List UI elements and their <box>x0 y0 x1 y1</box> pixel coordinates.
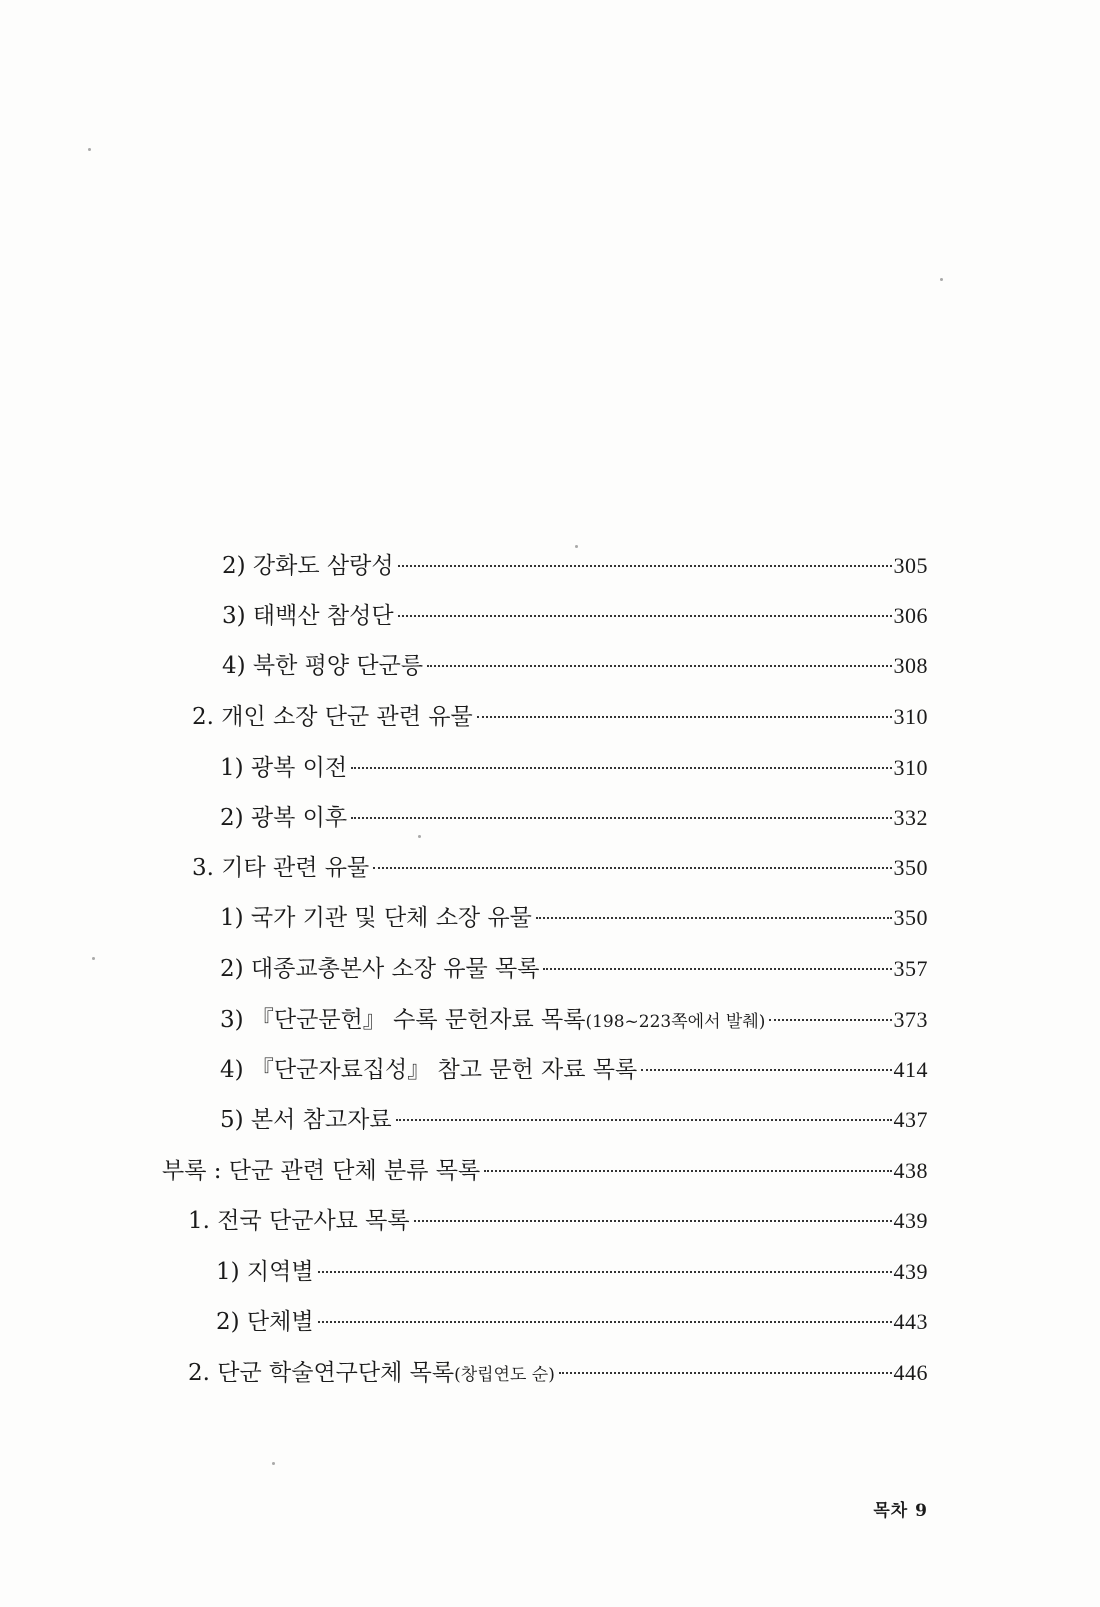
toc-entry-label: 3) 태백산 참성단 <box>222 603 394 629</box>
toc-entry-label: 2) 대종교총본사 소장 유물 목록 <box>220 956 540 982</box>
dot-leader <box>559 1372 892 1374</box>
dot-leader <box>318 1271 892 1273</box>
dot-leader <box>427 665 891 667</box>
dot-leader <box>398 565 892 567</box>
toc-entry-label: 1) 지역별 <box>216 1259 314 1285</box>
scan-speck <box>575 545 578 548</box>
toc-entry-page: 373 <box>893 1007 928 1032</box>
page-footer <box>873 1496 928 1521</box>
toc-entry <box>216 1252 928 1292</box>
toc-entry-note: (창립연도 순) <box>454 1365 555 1385</box>
toc-entry-label <box>188 1353 555 1395</box>
toc-entry-label: 3. 기타 관련 유물 <box>192 855 370 881</box>
dot-leader <box>396 1119 892 1121</box>
toc-entry-label: 2) 강화도 삼랑성 <box>222 553 394 579</box>
toc-entry <box>220 748 928 788</box>
toc-entry-title: 3) 『단군문헌』 수록 문헌자료 목록 <box>220 1007 586 1033</box>
dot-leader <box>414 1220 892 1222</box>
scan-speck <box>940 278 943 281</box>
toc-entry-page: 439 <box>893 1259 928 1284</box>
dot-leader <box>769 1019 891 1021</box>
toc-entry-page: 308 <box>893 653 928 678</box>
dot-leader <box>373 867 891 869</box>
toc-entry-page: 438 <box>893 1158 928 1183</box>
toc-entry <box>216 1302 928 1342</box>
toc-entry-label: 부록 : 단군 관련 단체 분류 목록 <box>162 1158 481 1184</box>
toc-entry <box>192 697 928 737</box>
toc-entry <box>222 546 928 586</box>
toc-entry <box>220 949 928 989</box>
toc-entry <box>222 596 928 636</box>
toc-entry-label: 2) 단체별 <box>216 1309 314 1335</box>
toc-entry-page: 443 <box>893 1309 928 1334</box>
scan-speck <box>88 148 91 151</box>
toc-entry-page: 414 <box>893 1057 928 1082</box>
toc-entry <box>188 1353 928 1393</box>
toc-entry-label: 4) 『단군자료집성』 참고 문헌 자료 목록 <box>220 1057 638 1083</box>
toc-entry-page: 437 <box>893 1107 928 1132</box>
toc-entry-page: 310 <box>893 704 928 729</box>
scan-speck <box>272 1462 275 1465</box>
footer-page-number: 9 <box>915 1501 928 1521</box>
toc-entry-page: 357 <box>893 956 928 981</box>
toc-entry-label: 4) 북한 평양 단군릉 <box>222 653 424 679</box>
toc-entry-label: 2) 광복 이후 <box>220 805 348 831</box>
toc-entry-label <box>220 1000 765 1042</box>
toc-entry <box>188 1201 928 1241</box>
toc-entry-page: 350 <box>893 855 928 880</box>
toc-entry <box>220 898 928 938</box>
scan-speck <box>418 835 421 838</box>
dot-leader <box>318 1321 892 1323</box>
toc-entry <box>192 848 928 888</box>
dot-leader <box>398 615 892 617</box>
toc-entry-page: 305 <box>893 553 928 578</box>
toc-entry-page: 439 <box>893 1208 928 1233</box>
toc-entry <box>222 646 928 686</box>
toc-entry-label: 1) 광복 이전 <box>220 755 348 781</box>
toc-entry-label: 5) 본서 참고자료 <box>220 1107 392 1133</box>
toc-entry-page: 332 <box>893 805 928 830</box>
dot-leader <box>484 1170 891 1172</box>
toc-entry-title: 2. 단군 학술연구단체 목록 <box>188 1360 455 1386</box>
dot-leader <box>477 716 892 718</box>
toc-entry-label: 2. 개인 소장 단군 관련 유물 <box>192 704 473 730</box>
toc-entry <box>162 1151 928 1191</box>
toc-entry-page: 310 <box>893 755 928 780</box>
toc-entry-page: 306 <box>893 603 928 628</box>
toc-entry-label: 1) 국가 기관 및 단체 소장 유물 <box>220 905 532 931</box>
dot-leader <box>351 767 891 769</box>
toc-entry <box>220 1050 928 1090</box>
toc-entry <box>220 1100 928 1140</box>
toc-entry-label: 1. 전국 단군사묘 목록 <box>188 1208 410 1234</box>
footer-section-title: 목차 <box>873 1501 909 1521</box>
scan-speck <box>92 957 95 960</box>
toc-entry-note: (198~223쪽에서 발췌) <box>585 1012 766 1032</box>
toc-entry <box>220 798 928 838</box>
toc-entry <box>220 1000 928 1040</box>
dot-leader <box>536 917 892 919</box>
dot-leader <box>543 968 891 970</box>
toc-entry-page: 446 <box>893 1360 928 1385</box>
dot-leader <box>351 817 891 819</box>
dot-leader <box>641 1069 891 1071</box>
toc-entry-page: 350 <box>893 905 928 930</box>
